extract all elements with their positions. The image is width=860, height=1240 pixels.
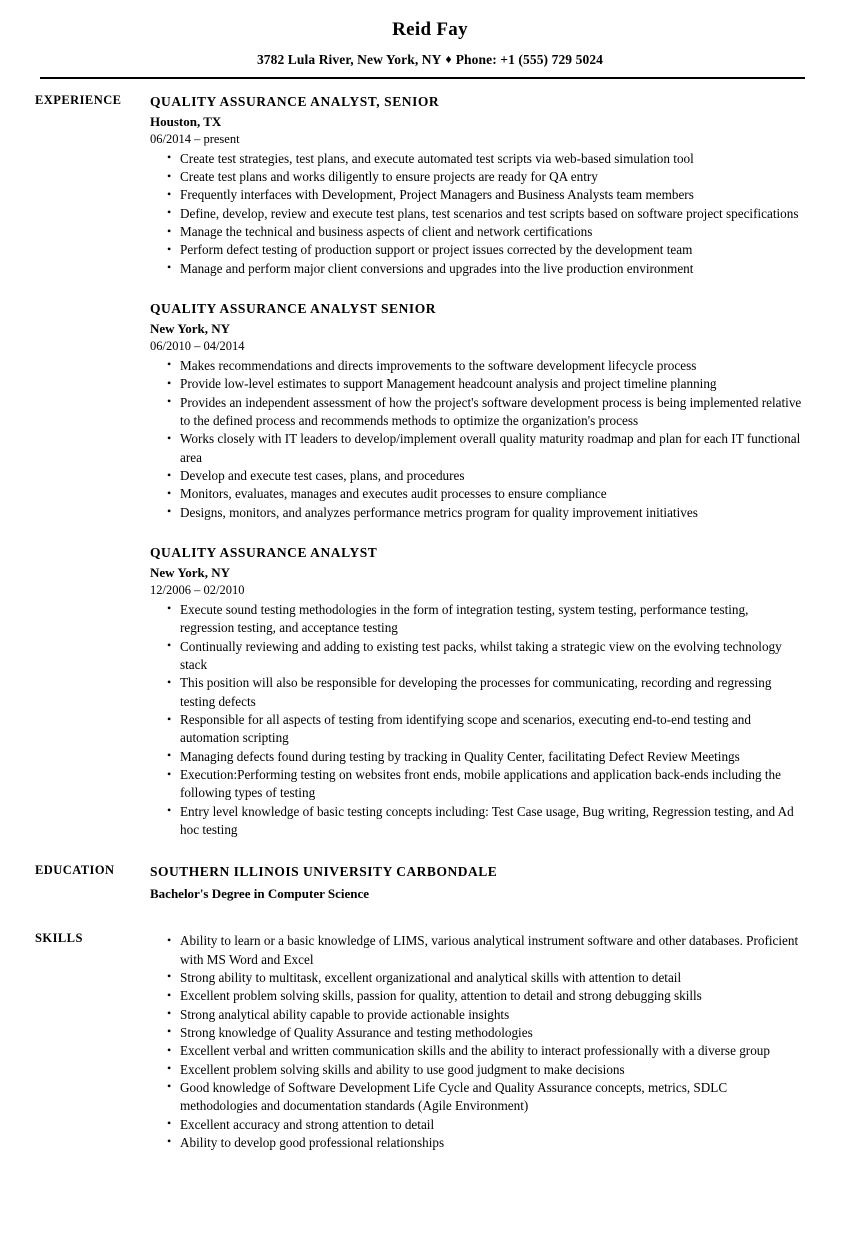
- job-dates: 12/2006 – 02/2010: [150, 583, 245, 598]
- job-location: New York, NY: [150, 321, 231, 337]
- job-location: New York, NY: [150, 565, 231, 581]
- candidate-phone: Phone: +1 (555) 729 5024: [455, 51, 604, 67]
- experience-body: [150, 93, 860, 840]
- list-item: • Execution:Performing testing on websites front ends, mobile applications and application back-ends including the following types of testing: [150, 766, 805, 803]
- resume-header: [0, 0, 860, 79]
- list-item: • Provides an independent assessment of how the project's software development process is being implemented relative to the defined process and recommends methods to optimize the organization's process: [150, 394, 805, 431]
- list-item: • Create test plans and works diligently to ensure projects are ready for QA entry: [150, 168, 805, 186]
- experience-entry: [150, 93, 805, 278]
- list-item: • Managing defects found during testing by tracking in Quality Center, facilitating Defect Review Meetings: [150, 748, 805, 766]
- section-spacer: [0, 903, 860, 931]
- list-item: • Perform defect testing of production support or project issues corrected by the development team: [150, 241, 805, 259]
- job-location: Houston, TX: [150, 113, 222, 129]
- list-item: • Excellent verbal and written communication skills and the ability to interact professionally with a diverse group: [150, 1042, 805, 1060]
- list-item: • Provide low-level estimates to support Management headcount analysis and project timeline planning: [150, 375, 805, 393]
- job-title: QUALITY ASSURANCE ANALYST SENIOR: [150, 301, 437, 317]
- education-entry: [150, 863, 805, 903]
- experience-entry: [150, 300, 805, 522]
- section-spacer: [0, 839, 860, 863]
- list-item: • Manage and perform major client conversions and upgrades into the live production environment: [150, 260, 805, 278]
- job-bullet-list: [150, 150, 805, 278]
- education-degree: Bachelor's Degree in Computer Science: [150, 885, 370, 901]
- skills-body: [150, 931, 860, 1152]
- job-dates: 06/2010 – 04/2014: [150, 339, 245, 354]
- section-label-education: EDUCATION: [35, 863, 115, 878]
- list-item: • Strong ability to multitask, excellent organizational and analytical skills with attention to detail: [150, 969, 805, 987]
- candidate-address: 3782 Lula River, New York, NY: [256, 51, 442, 67]
- contact-line: [0, 52, 860, 68]
- education-body: [150, 863, 860, 903]
- list-item: • Excellent accuracy and strong attention to detail: [150, 1116, 805, 1134]
- list-item: • Strong analytical ability capable to provide actionable insights: [150, 1006, 805, 1024]
- job-dates: 06/2014 – present: [150, 132, 240, 147]
- list-item: • Ability to learn or a basic knowledge of LIMS, various analytical instrument software and other databases. Proficient with MS Word and Excel: [150, 932, 805, 969]
- list-item: • Ability to develop good professional relationships: [150, 1134, 805, 1152]
- education-school: SOUTHERN ILLINOIS UNIVERSITY CARBONDALE: [150, 864, 498, 880]
- list-item: • Good knowledge of Software Development Life Cycle and Quality Assurance concepts, metrics, SDLC methodologies and documentation standards (Agile Environment): [150, 1079, 805, 1116]
- header-divider: [40, 77, 805, 79]
- list-item: • Excellent problem solving skills, passion for quality, attention to detail and strong debugging skills: [150, 987, 805, 1005]
- list-item: • Entry level knowledge of basic testing concepts including: Test Case usage, Bug writing, Regression testing, and Ad hoc testing: [150, 803, 805, 840]
- list-item: • Frequently interfaces with Development, Project Managers and Business Analysts team members: [150, 186, 805, 204]
- skills-bullet-list: [150, 932, 805, 1152]
- list-item: • Works closely with IT leaders to develop/implement overall quality maturity roadmap and plan for each IT functional area: [150, 430, 805, 467]
- list-item: • Excellent problem solving skills and ability to use good judgment to make decisions: [150, 1061, 805, 1079]
- list-item: • Continually reviewing and adding to existing test packs, whilst taking a strategic view on the evolving technology stack: [150, 638, 805, 675]
- skills-section: [0, 931, 860, 1152]
- candidate-name: Reid Fay: [392, 19, 468, 40]
- education-section: [0, 863, 860, 903]
- section-label-skills: SKILLS: [35, 931, 83, 946]
- list-item: • Makes recommendations and directs improvements to the software development lifecycle process: [150, 357, 805, 375]
- list-item: • Create test strategies, test plans, and execute automated test scripts via web-based simulation tool: [150, 150, 805, 168]
- list-item: • Execute sound testing methodologies in the form of integration testing, system testing, performance testing, regression testing, and acceptance testing: [150, 601, 805, 638]
- list-item: • Strong knowledge of Quality Assurance and testing methodologies: [150, 1024, 805, 1042]
- list-item: • Responsible for all aspects of testing from identifying scope and scenarios, executing end-to-end testing and automation scripting: [150, 711, 805, 748]
- list-item: • This position will also be responsible for developing the processes for communicating, recording and regressing testing defects: [150, 674, 805, 711]
- job-title: QUALITY ASSURANCE ANALYST: [150, 545, 378, 561]
- section-label-experience: EXPERIENCE: [35, 92, 122, 107]
- list-item: • Designs, monitors, and analyzes performance metrics program for quality improvement initiatives: [150, 504, 805, 522]
- entry-spacer: [150, 522, 805, 544]
- entry-spacer: [150, 278, 805, 300]
- job-bullet-list: [150, 357, 805, 522]
- job-bullet-list: [150, 601, 805, 839]
- experience-entry: [150, 544, 805, 839]
- list-item: • Manage the technical and business aspects of client and network certifications: [150, 223, 805, 241]
- list-item: • Monitors, evaluates, manages and executes audit processes to ensure compliance: [150, 485, 805, 503]
- list-item: • Develop and execute test cases, plans, and procedures: [150, 467, 805, 485]
- job-title: QUALITY ASSURANCE ANALYST, SENIOR: [150, 93, 440, 109]
- list-item: • Define, develop, review and execute test plans, test scenarios and test scripts based on software project specifications: [150, 205, 805, 223]
- experience-section: [0, 93, 860, 840]
- diamond-separator-icon: ♦: [445, 51, 452, 66]
